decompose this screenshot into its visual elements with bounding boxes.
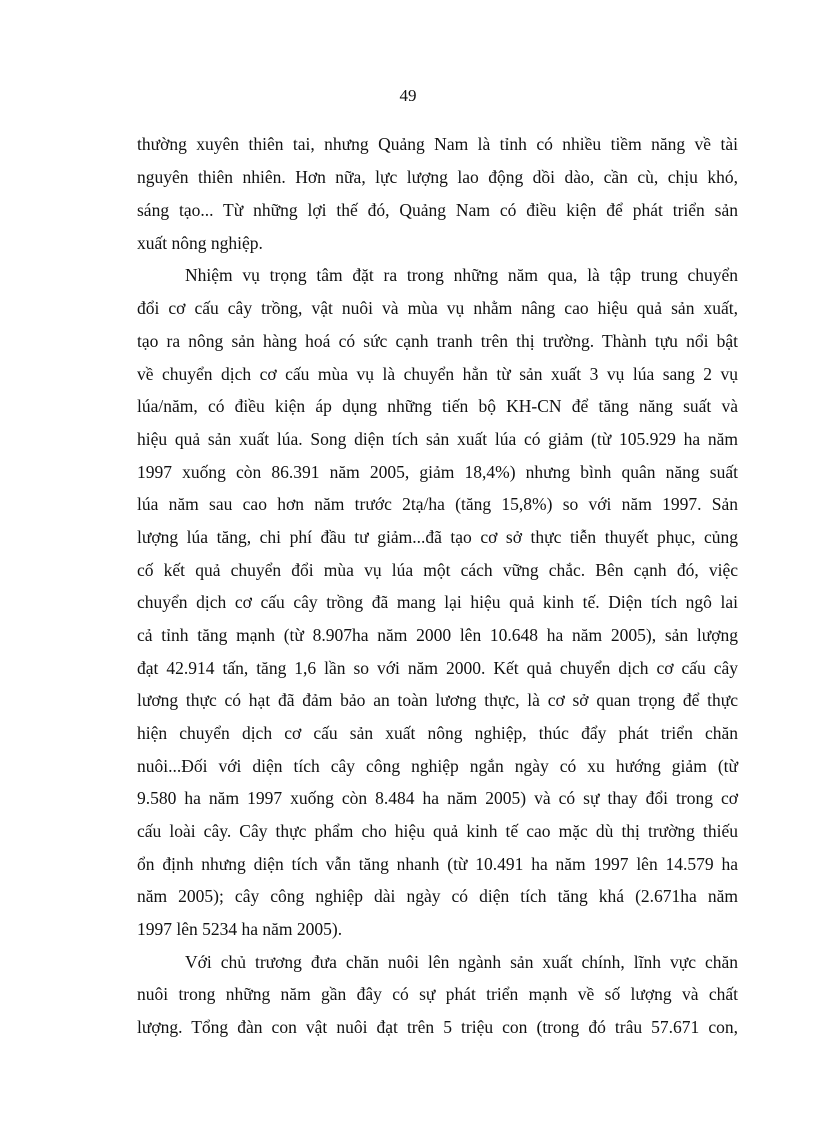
text-line: đổi cơ cấu cây trồng, vật nuôi và mùa vụ nhằm nâng cao hiệu quả sản xuất, xyxy=(137,298,738,318)
text-line: nguyên thiên nhiên. Hơn nữa, lực lượng lao động dồi dào, cần cù, chịu khó, xyxy=(137,167,738,187)
page-number: 49 xyxy=(399,86,417,105)
paragraph-first-line: Với chủ trương đưa chăn nuôi lên ngành sản xuất chính, lĩnh vực chăn xyxy=(185,952,738,972)
text-line: lúa/năm, có điều kiện áp dụng những tiến bộ KH-CN để tăng năng suất và xyxy=(137,396,738,416)
text-line: sáng tạo... Từ những lợi thế đó, Quảng Nam có điều kiện để phát triển sản xyxy=(137,200,738,220)
text-line: nuôi...Đối với diện tích cây công nghiệp ngắn ngày có xu hướng giảm (từ xyxy=(137,756,738,776)
text-line: ổn định nhưng diện tích vẫn tăng nhanh (từ 10.491 ha năm 1997 lên 14.579 ha xyxy=(137,854,738,874)
text-line: hiện chuyển dịch cơ cấu sản xuất nông nghiệp, thúc đẩy phát triển chăn xyxy=(137,723,738,743)
text-line: lúa năm sau cao hơn năm trước 2tạ/ha (tăng 15,8%) so với năm 1997. Sản xyxy=(137,494,738,514)
paragraph-first-line: Nhiệm vụ trọng tâm đặt ra trong những năm qua, là tập trung chuyển xyxy=(185,265,738,285)
text-line: hiệu quả sản xuất lúa. Song diện tích sản xuất lúa có giảm (từ 105.929 ha năm xyxy=(137,429,738,449)
text-line: năm 2005); cây công nghiệp dài ngày có diện tích tăng khá (2.671ha năm xyxy=(137,886,738,906)
text-line: chuyển dịch cơ cấu cây trồng đã mang lại hiệu quả kinh tế. Diện tích ngô lai xyxy=(137,592,738,612)
text-line: lượng lúa tăng, chi phí đầu tư giảm...đã tạo cơ sở thực tiễn thuyết phục, củng xyxy=(137,527,738,547)
text-line: về chuyển dịch cơ cấu mùa vụ là chuyển hẳn từ sản xuất 3 vụ lúa sang 2 vụ xyxy=(137,364,738,384)
text-line: 1997 xuống còn 86.391 năm 2005, giảm 18,4%) nhưng bình quân năng suất xyxy=(137,462,738,482)
text-line: đạt 42.914 tấn, tăng 1,6 lần so với năm 2000. Kết quả chuyển dịch cơ cấu cây xyxy=(137,658,738,678)
text-line: cấu loài cây. Cây thực phẩm cho hiệu quả kinh tế cao mặc dù thị trường thiếu xyxy=(137,821,738,841)
text-line: cả tỉnh tăng mạnh (từ 8.907ha năm 2000 lên 10.648 ha năm 2005), sản lượng xyxy=(137,625,738,645)
text-line: xuất nông nghiệp. xyxy=(137,233,263,253)
text-line: 9.580 ha năm 1997 xuống còn 8.484 ha năm 2005) và có sự thay đổi trong cơ xyxy=(137,788,738,808)
text-line: cố kết quả chuyển đổi mùa vụ lúa một cách vững chắc. Bên cạnh đó, việc xyxy=(137,560,738,580)
text-line: lương thực có hạt đã đảm bảo an toàn lương thực, là cơ sở quan trọng để thực xyxy=(137,690,738,710)
text-line: thường xuyên thiên tai, nhưng Quảng Nam là tỉnh có nhiều tiềm năng về tài xyxy=(137,134,738,154)
text-line: tạo ra nông sản hàng hoá có sức cạnh tranh trên thị trường. Thành tựu nổi bật xyxy=(137,331,738,351)
text-line: 1997 lên 5234 ha năm 2005). xyxy=(137,919,343,939)
text-line: lượng. Tổng đàn con vật nuôi đạt trên 5 triệu con (trong đó trâu 57.671 con, xyxy=(137,1017,738,1037)
text-line: nuôi trong những năm gần đây có sự phát triển mạnh về số lượng và chất xyxy=(137,984,738,1004)
